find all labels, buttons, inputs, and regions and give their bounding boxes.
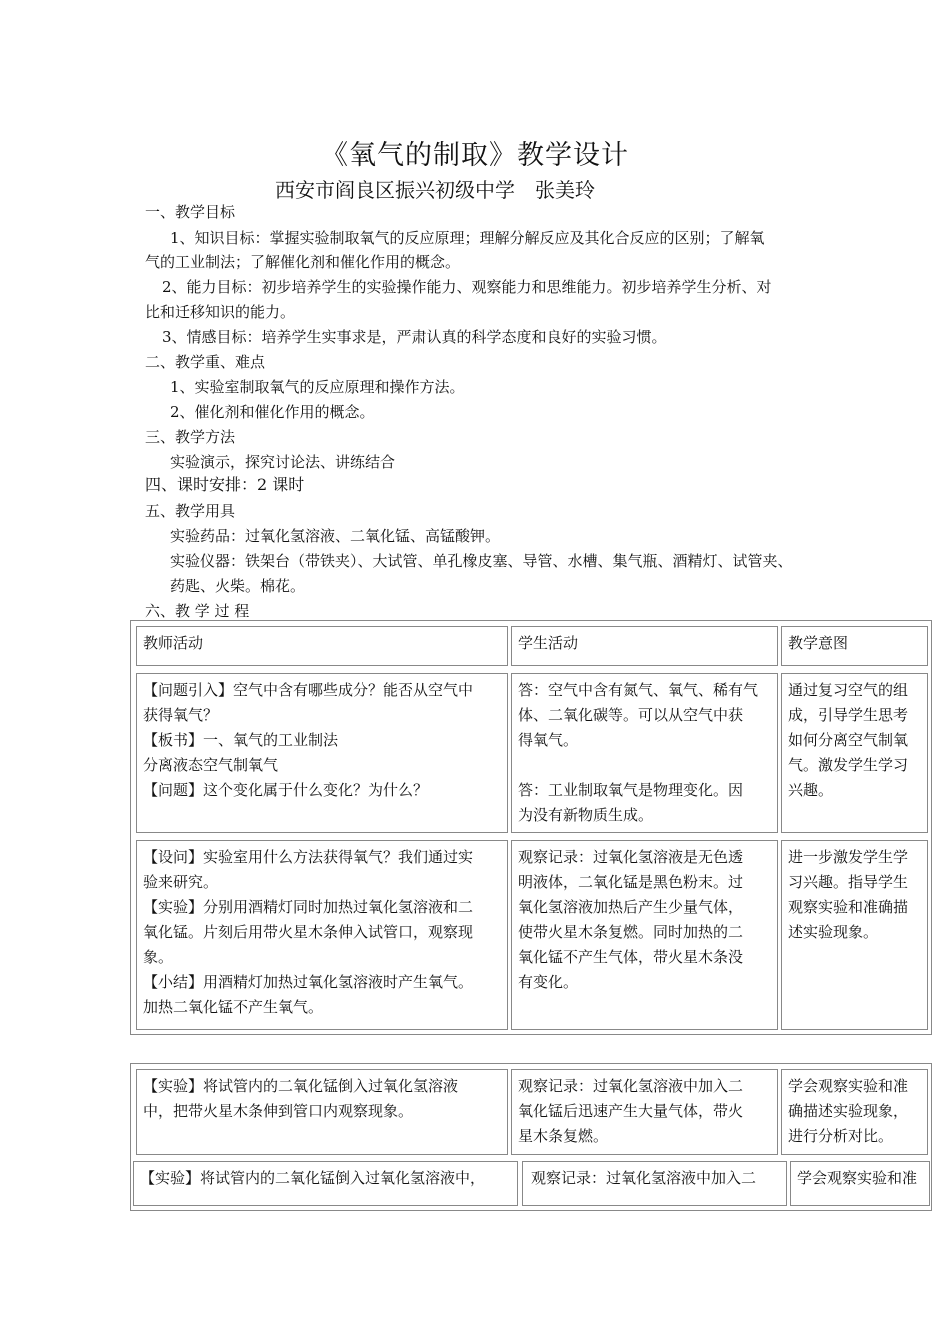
doc-subtitle: 西安市阎良区振兴初级中学 张美玲 [275, 178, 595, 202]
section-heading: 六、教 学 过 程 [145, 602, 250, 620]
table-cell-student: 观察记录：过氧化氢溶液中加入二 [522, 1161, 787, 1206]
table-cell-student: 观察记录：过氧化氢溶液是无色透 明液体，二氧化锰是黑色粉末。过 氧化氢溶液加热后产生少量气体， 使带火星木条复燃。同时加热的二 氧化锰不产生气体，带火星木条没 有变化。 [511, 840, 778, 1030]
header-student: 学生活动 [511, 626, 778, 666]
section-heading: 一、教学目标 [145, 203, 236, 221]
table-cell-teacher: 【实验】将试管内的二氧化锰倒入过氧化氢溶液中， [133, 1161, 518, 1206]
table-cell-intent: 学会观察实验和准 [790, 1161, 930, 1206]
table-cell-teacher: 【实验】将试管内的二氧化锰倒入过氧化氢溶液 中，把带火星木条伸到管口内观察现象。 [136, 1069, 508, 1155]
section-heading: 三、教学方法 [145, 428, 236, 446]
section-heading: 四、课时安排：2 课时 [145, 475, 305, 494]
header-teacher: 教师活动 [136, 626, 508, 666]
section-heading: 二、教学重、难点 [145, 353, 266, 371]
paragraph-line: 1、实验室制取氧气的反应原理和操作方法。 [170, 378, 465, 396]
paragraph-line: 比和迁移知识的能力。 [145, 303, 296, 321]
lesson-process-table [130, 620, 932, 1035]
table-cell-teacher: 【设问】实验室用什么方法获得氧气？我们通过实 验来研究。 【实验】分别用酒精灯同时加热过氧化氢溶液和二 氧化锰。片刻后用带火星木条伸入试管口，观察现 象。 【小结】用酒精灯加热过氧化氢溶液时产生氧气。 加热二氧化锰不产生氧气。 [136, 840, 508, 1030]
header-intent: 教学意图 [781, 626, 928, 666]
table-cell-student: 答：空气中含有氮气、氧气、稀有气 体、二氧化碳等。可以从空气中获 得氧气。 答：工业制取氧气是物理变化。因 为没有新物质生成。 [511, 673, 778, 833]
paragraph-line: 1、知识目标：掌握实验制取氧气的反应原理；理解分解反应及其化合反应的区别；了解氧 [170, 229, 765, 247]
doc-title: 《氧气的制取》教学设计 [321, 140, 629, 171]
paragraph-line: 实验演示，探究讨论法、讲练结合 [170, 453, 396, 471]
paragraph-line: 3、情感目标：培养学生实事求是，严肃认真的科学态度和良好的实验习惯。 [162, 328, 667, 346]
table-cell-student: 观察记录：过氧化氢溶液中加入二 氧化锰后迅速产生大量气体，带火 星木条复燃。 [511, 1069, 778, 1155]
lesson-process-table-continued [130, 1063, 932, 1211]
paragraph-line: 2、催化剂和催化作用的概念。 [170, 403, 375, 421]
section-heading: 五、教学用具 [145, 502, 236, 520]
paragraph-line: 实验仪器：铁架台（带铁夹）、大试管、单孔橡皮塞、导管、水槽、集气瓶、酒精灯、试管夹、 [170, 552, 793, 570]
table-cell-intent: 通过复习空气的组 成，引导学生思考 如何分离空气制氧 气。激发学生学习 兴趣。 [781, 673, 928, 833]
table-cell-intent: 进一步激发学生学 习兴趣。指导学生 观察实验和准确描 述实验现象。 [781, 840, 928, 1030]
table-cell-intent: 学会观察实验和准 确描述实验现象， 进行分析对比。 [781, 1069, 928, 1155]
paragraph-line: 实验药品：过氧化氢溶液、二氧化锰、高锰酸钾。 [170, 527, 501, 545]
paragraph-line: 2、能力目标：初步培养学生的实验操作能力、观察能力和思维能力。初步培养学生分析、对 [162, 278, 772, 296]
table-cell-teacher: 【问题引入】空气中含有哪些成分？能否从空气中 获得氧气？ 【板书】一、氧气的工业制法 分离液态空气制氧气 【问题】这个变化属于什么变化？为什么？ [136, 673, 508, 833]
paragraph-line: 药匙、火柴。棉花。 [170, 577, 306, 595]
paragraph-line: 气的工业制法；了解催化剂和催化作用的概念。 [145, 253, 461, 271]
